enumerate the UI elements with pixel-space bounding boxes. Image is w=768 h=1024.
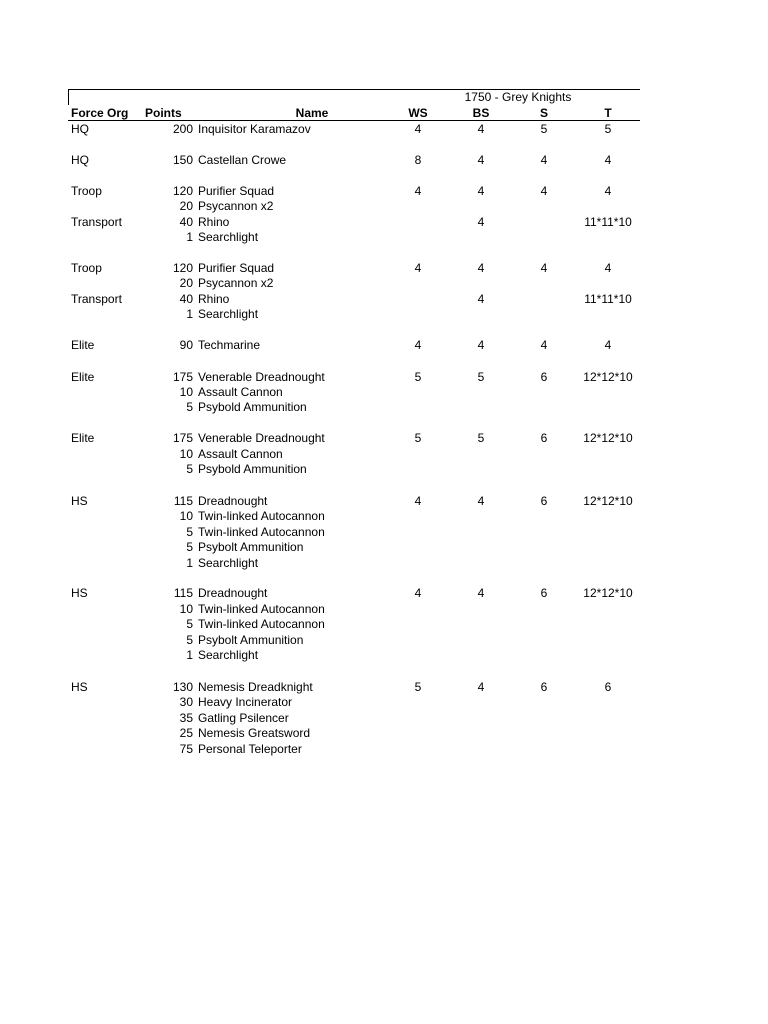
unit-name-cell: Rhino <box>198 215 230 229</box>
header-force-org: Force Org <box>71 106 129 120</box>
unit-name-cell: Nemesis Dreadknight <box>198 680 313 694</box>
points-cell: 130 <box>172 680 193 694</box>
points-cell: 1 <box>186 648 193 662</box>
s-cell: 5 <box>540 122 548 136</box>
force-org-cell: HQ <box>71 153 89 167</box>
ws-cell: 4 <box>414 338 422 352</box>
t-cell: 4 <box>604 153 612 167</box>
t-cell: 12*12*10 <box>583 586 633 600</box>
unit-name-cell: Searchlight <box>198 648 259 662</box>
points-cell: 30 <box>179 695 193 709</box>
s-cell: 6 <box>540 431 548 445</box>
t-cell: 6 <box>604 680 612 694</box>
force-org-cell: Troop <box>71 261 102 275</box>
unit-name-cell: Twin-linked Autocannon <box>198 602 325 616</box>
header-name: Name <box>295 106 329 120</box>
bs-cell: 4 <box>477 338 485 352</box>
table-row <box>0 462 768 477</box>
unit-name-cell: Purifier Squad <box>198 184 275 198</box>
points-cell: 20 <box>179 276 193 290</box>
bs-cell: 4 <box>477 184 485 198</box>
points-cell: 35 <box>179 711 193 725</box>
ws-cell: 4 <box>414 261 422 275</box>
table-row <box>0 556 768 571</box>
table-row <box>0 447 768 462</box>
points-cell: 115 <box>173 494 193 508</box>
s-cell: 4 <box>540 338 548 352</box>
unit-name-cell: Heavy Incinerator <box>198 695 293 709</box>
sheet-title: 1750 - Grey Knights <box>464 90 572 104</box>
unit-name-cell: Searchlight <box>198 556 259 570</box>
table-row <box>0 338 768 353</box>
unit-name-cell: Techmarine <box>198 338 261 352</box>
points-cell: 40 <box>179 292 193 306</box>
force-org-cell: Elite <box>71 338 95 352</box>
header-ws: WS <box>408 106 428 120</box>
t-cell: 12*12*10 <box>583 494 633 508</box>
unit-name-cell: Twin-linked Autocannon <box>198 525 325 539</box>
unit-name-cell: Inquisitor Karamazov <box>198 122 311 136</box>
unit-name-cell: Psybolt Ammunition <box>198 540 304 554</box>
unit-name-cell: Psycannon x2 <box>198 199 274 213</box>
s-cell: 6 <box>540 370 548 384</box>
t-cell: 11*11*10 <box>584 292 632 306</box>
points-cell: 10 <box>179 509 193 523</box>
header-underline <box>68 120 640 121</box>
header-bs: BS <box>472 106 490 120</box>
table-row <box>0 307 768 322</box>
points-cell: 115 <box>173 586 193 600</box>
force-org-cell: HS <box>71 680 88 694</box>
force-org-cell: Troop <box>71 184 102 198</box>
points-cell: 10 <box>179 602 193 616</box>
table-row <box>0 230 768 245</box>
t-cell: 12*12*10 <box>583 431 633 445</box>
bs-cell: 5 <box>477 370 485 384</box>
bs-cell: 4 <box>477 122 485 136</box>
force-org-cell: HS <box>71 586 88 600</box>
table-row <box>0 602 768 617</box>
unit-name-cell: Venerable Dreadnought <box>198 431 325 445</box>
ws-cell: 8 <box>414 153 422 167</box>
s-cell: 4 <box>540 153 548 167</box>
t-cell: 12*12*10 <box>583 370 633 384</box>
bs-cell: 4 <box>477 215 485 229</box>
points-cell: 75 <box>179 742 193 756</box>
points-cell: 40 <box>179 215 193 229</box>
table-row <box>0 680 768 695</box>
table-row <box>0 276 768 291</box>
ws-cell: 5 <box>414 680 422 694</box>
points-cell: 90 <box>179 338 193 352</box>
bs-cell: 4 <box>477 494 485 508</box>
unit-name-cell: Twin-linked Autocannon <box>198 509 325 523</box>
points-cell: 200 <box>172 122 193 136</box>
table-row <box>0 711 768 726</box>
unit-name-cell: Psybold Ammunition <box>198 462 307 476</box>
bs-cell: 4 <box>477 261 485 275</box>
ws-cell: 4 <box>414 122 422 136</box>
unit-name-cell: Dreadnought <box>198 586 268 600</box>
points-cell: 5 <box>186 617 193 631</box>
unit-name-cell: Nemesis Greatsword <box>198 726 311 740</box>
table-row <box>0 385 768 400</box>
ws-cell: 4 <box>414 494 422 508</box>
s-cell: 4 <box>540 184 548 198</box>
table-row <box>0 509 768 524</box>
s-cell: 6 <box>540 586 548 600</box>
unit-name-cell: Psybolt Ammunition <box>198 633 304 647</box>
header-s: S <box>539 106 548 120</box>
points-cell: 175 <box>172 370 193 384</box>
left-border <box>68 89 69 105</box>
unit-name-cell: Rhino <box>198 292 230 306</box>
table-row <box>0 525 768 540</box>
unit-name-cell: Purifier Squad <box>198 261 275 275</box>
bs-cell: 4 <box>477 153 485 167</box>
force-org-cell: HS <box>71 494 88 508</box>
force-org-cell: Transport <box>71 215 122 229</box>
unit-name-cell: Venerable Dreadnought <box>198 370 325 384</box>
points-cell: 1 <box>186 307 193 321</box>
unit-name-cell: Personal Teleporter <box>198 742 302 756</box>
points-cell: 25 <box>179 726 193 740</box>
points-cell: 10 <box>179 385 193 399</box>
bs-cell: 4 <box>477 680 485 694</box>
header-t: T <box>604 106 612 120</box>
unit-name-cell: Gatling Psilencer <box>198 711 289 725</box>
points-cell: 150 <box>172 153 193 167</box>
ws-cell: 5 <box>414 431 422 445</box>
unit-name-cell: Castellan Crowe <box>198 153 287 167</box>
table-row <box>0 431 768 446</box>
points-cell: 120 <box>172 261 193 275</box>
unit-name-cell: Assault Cannon <box>198 385 283 399</box>
unit-name-cell: Psybold Ammunition <box>198 400 307 414</box>
unit-name-cell: Searchlight <box>198 307 259 321</box>
table-row <box>0 633 768 648</box>
table-row <box>0 586 768 601</box>
t-cell: 11*11*10 <box>584 215 632 229</box>
table-row <box>0 648 768 663</box>
points-cell: 10 <box>179 447 193 461</box>
table-row <box>0 540 768 555</box>
force-org-cell: Elite <box>71 431 95 445</box>
force-org-cell: Elite <box>71 370 95 384</box>
table-row <box>0 695 768 710</box>
unit-name-cell: Searchlight <box>198 230 259 244</box>
table-row <box>0 370 768 385</box>
ws-cell: 4 <box>414 184 422 198</box>
points-cell: 5 <box>186 525 193 539</box>
s-cell: 4 <box>540 261 548 275</box>
unit-name-cell: Twin-linked Autocannon <box>198 617 325 631</box>
t-cell: 4 <box>604 261 612 275</box>
points-cell: 1 <box>186 556 193 570</box>
table-row <box>0 292 768 307</box>
table-row <box>0 742 768 757</box>
table-row <box>0 184 768 199</box>
table-row <box>0 215 768 230</box>
unit-name-cell: Psycannon x2 <box>198 276 274 290</box>
force-org-cell: HQ <box>71 122 89 136</box>
points-cell: 5 <box>186 400 193 414</box>
table-row <box>0 122 768 137</box>
bs-cell: 4 <box>477 586 485 600</box>
table-row <box>0 199 768 214</box>
s-cell: 6 <box>540 680 548 694</box>
points-cell: 175 <box>172 431 193 445</box>
table-row <box>0 617 768 632</box>
ws-cell: 5 <box>414 370 422 384</box>
points-cell: 5 <box>186 462 193 476</box>
points-cell: 20 <box>179 199 193 213</box>
bs-cell: 4 <box>477 292 485 306</box>
header-row <box>0 106 768 121</box>
s-cell: 6 <box>540 494 548 508</box>
ws-cell: 4 <box>414 586 422 600</box>
t-cell: 4 <box>604 338 612 352</box>
table-row <box>0 494 768 509</box>
points-cell: 1 <box>186 230 193 244</box>
header-points: Points <box>145 106 182 120</box>
bs-cell: 5 <box>477 431 485 445</box>
unit-name-cell: Assault Cannon <box>198 447 283 461</box>
table-row <box>0 400 768 415</box>
points-cell: 5 <box>186 633 193 647</box>
unit-name-cell: Dreadnought <box>198 494 268 508</box>
table-row <box>0 261 768 276</box>
force-org-cell: Transport <box>71 292 122 306</box>
table-row <box>0 726 768 741</box>
t-cell: 5 <box>604 122 612 136</box>
table-row <box>0 153 768 168</box>
points-cell: 120 <box>172 184 193 198</box>
points-cell: 5 <box>186 540 193 554</box>
t-cell: 4 <box>604 184 612 198</box>
